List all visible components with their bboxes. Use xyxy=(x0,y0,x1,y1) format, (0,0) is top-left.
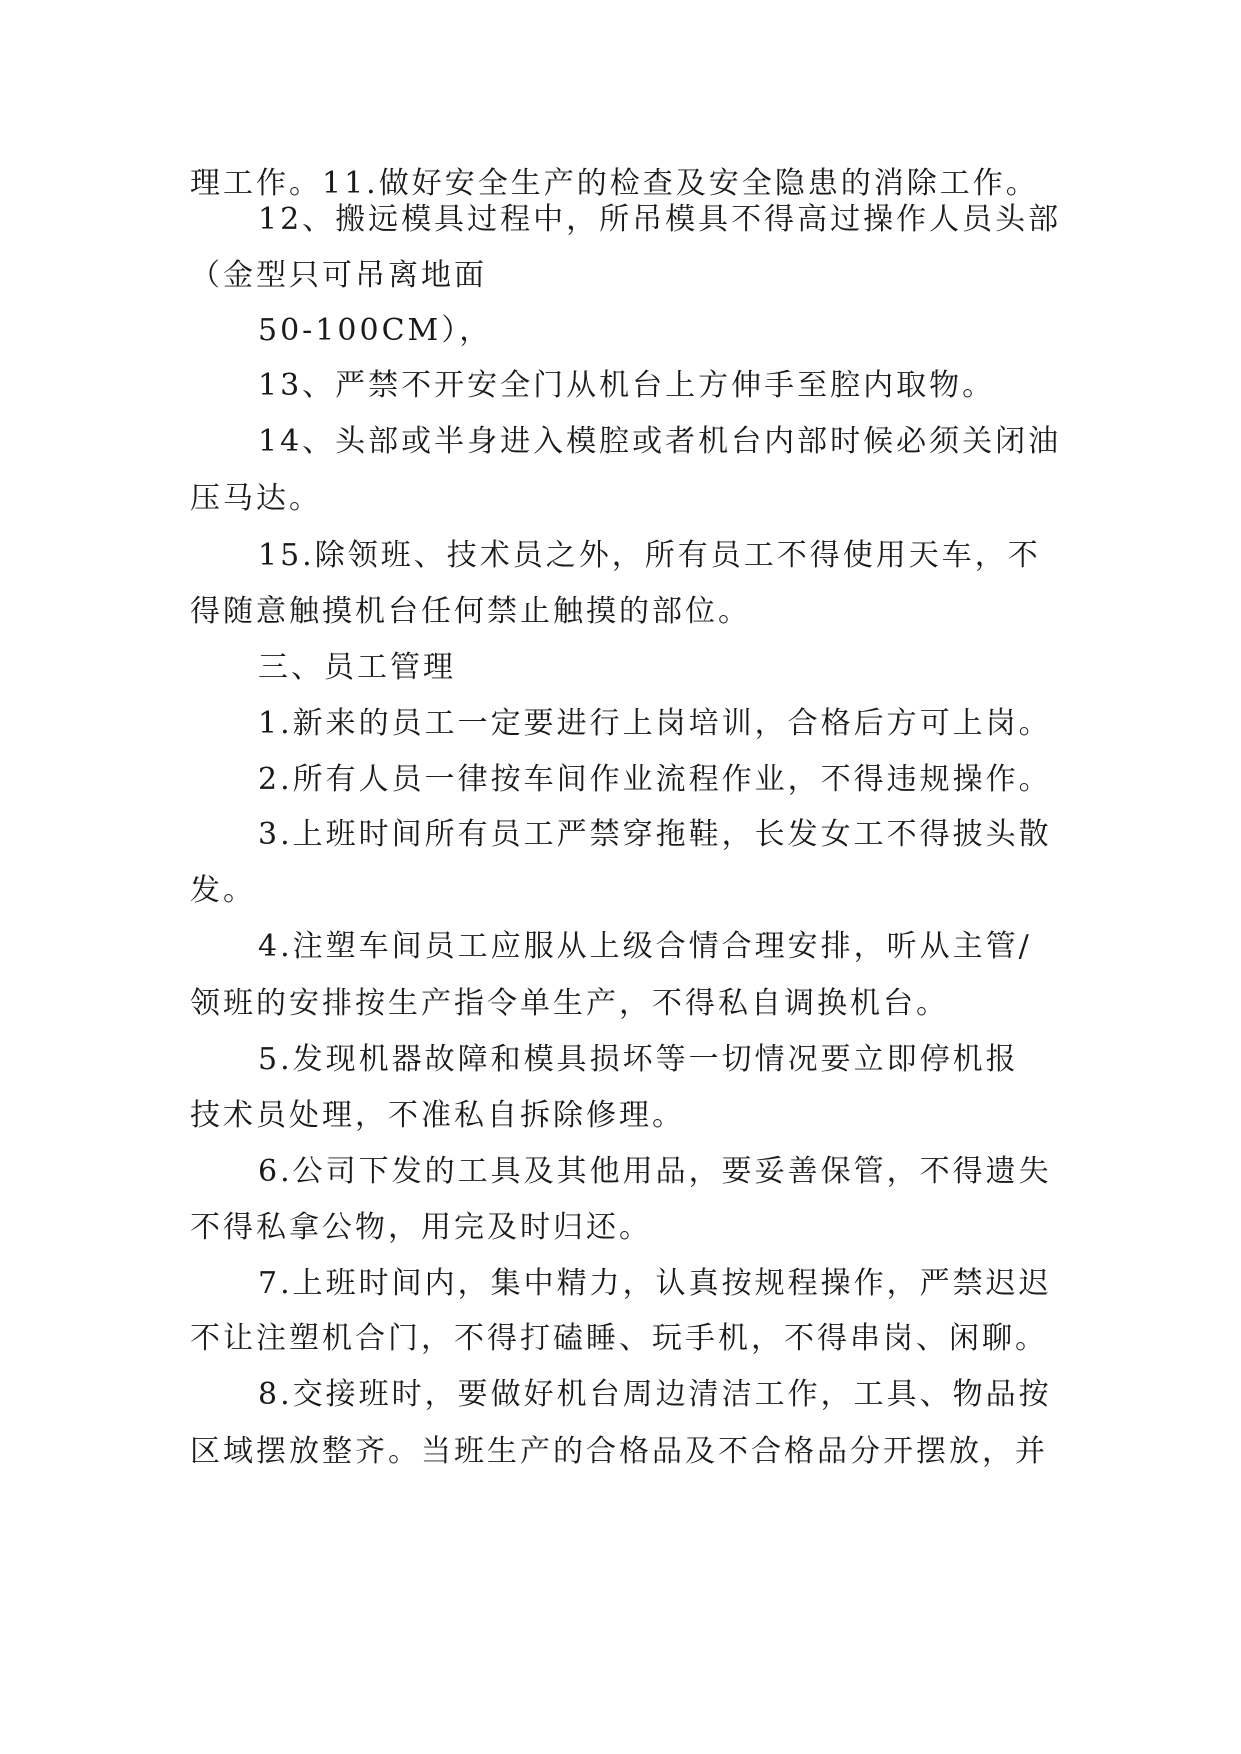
text-line: 6.公司下发的工具及其他用品，要妥善保管，不得遗失 xyxy=(258,1154,1052,1189)
text-line: 7.上班时间内，集中精力，认真按规程操作，严禁迟迟 xyxy=(258,1266,1052,1301)
text-line: 14、头部或半身进入模腔或者机台内部时候必须关闭油 xyxy=(258,424,1062,459)
section-heading: 三、员工管理 xyxy=(258,650,456,685)
text-line: 4.注塑车间员工应服从上级合情合理安排，听从主管/ xyxy=(258,929,1032,964)
text-line: 13、严禁不开安全门从机台上方伸手至腔内取物。 xyxy=(258,368,996,403)
text-line: 不让注塑机合门，不得打磕睡、玩手机，不得串岗、闲聊。 xyxy=(190,1321,1048,1356)
text-line: 8.交接班时，要做好机台周边清洁工作，工具、物品按 xyxy=(258,1377,1052,1412)
text-line: 技术员处理，不准私自拆除修理。 xyxy=(190,1098,685,1133)
text-line: 压马达。 xyxy=(190,481,322,516)
text-line: 不得私拿公物，用完及时归还。 xyxy=(190,1210,652,1245)
text-line: 15.除领班、技术员之外，所有员工不得使用天车，不 xyxy=(258,538,1041,573)
text-line: 5.发现机器故障和模具损坏等一切情况要立即停机报 xyxy=(258,1042,1019,1077)
text-line: 领班的安排按生产指令单生产，不得私自调换机台。 xyxy=(190,986,949,1021)
text-line: 得随意触摸机台任何禁止触摸的部位。 xyxy=(190,594,751,629)
text-line: 1.新来的员工一定要进行上岗培训，合格后方可上岗。 xyxy=(258,706,1052,741)
text-line: 2.所有人员一律按车间作业流程作业，不得违规操作。 xyxy=(258,762,1052,797)
text-line: 3.上班时间所有员工严禁穿拖鞋，长发女工不得披头散 xyxy=(258,817,1052,852)
text-line: 12、搬远模具过程中，所吊模具不得高过操作人员头部 xyxy=(258,202,1062,237)
text-line: 发。 xyxy=(190,873,256,908)
text-line: 区域摆放整齐。当班生产的合格品及不合格品分开摆放，并 xyxy=(190,1434,1048,1469)
text-line: （金型只可吊离地面 xyxy=(190,258,487,293)
text-line: 50-100CM）， xyxy=(258,313,493,348)
text-line: 理工作。11.做好安全生产的检查及安全隐患的消除工作。 xyxy=(190,166,1039,201)
